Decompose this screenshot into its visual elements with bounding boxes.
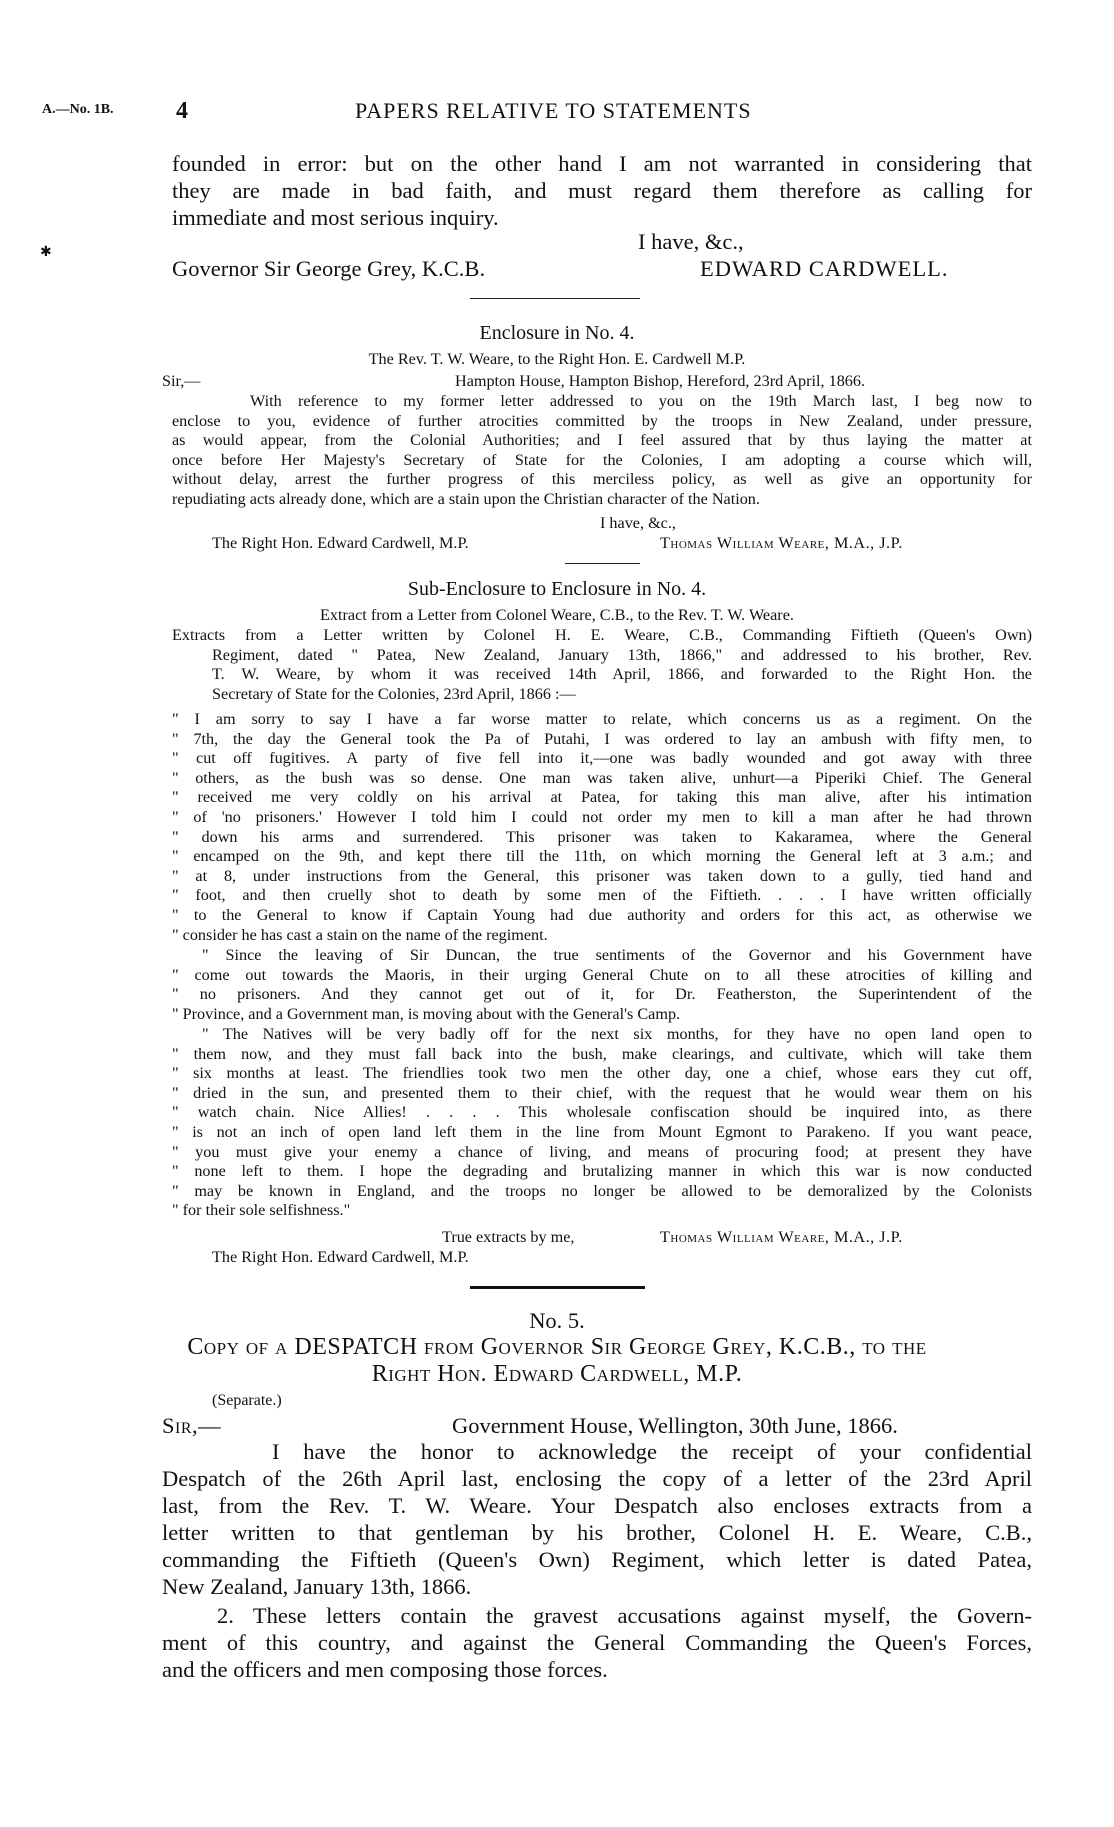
text-line: immediate and most serious inquiry. [172, 205, 499, 230]
quote-line: " come out towards the Maoris, in their urging General Chute on to all these atrocities of killing and [172, 965, 1032, 984]
text-line: I have the honor to acknowledge the receipt of your confidential [272, 1439, 1032, 1464]
sub-enclosure-heading: Sub-Enclosure to Enclosure in No. 4. [407, 578, 707, 600]
text-line: commanding the Fiftieth (Queen's Own) Regiment, which letter is dated Patea, [162, 1547, 1032, 1572]
signature: EDWARD CARDWELL. [700, 256, 949, 281]
text-line: once before Her Majesty's Secretary of State for the Colonies, I am adopting a course which will, [172, 450, 1032, 469]
quoted-letter-part-1 [172, 710, 1032, 945]
enclosure-heading: Enclosure in No. 4. [479, 322, 635, 344]
text-line: With reference to my former letter addressed to you on the 19th March last, I beg now to [250, 392, 1032, 410]
text-line: as would appear, from the Colonial Authorities; and I feel assured that by thus laying the matter at [172, 431, 1032, 450]
quote-line: " The Natives will be very badly off for the next six months, for they have no open land open to [202, 1025, 1032, 1043]
quote-line: " them now, and they must fall back into the bush, make clearings, and cultivate, which will take them [172, 1044, 1032, 1063]
closing-formula: I have, &c., [638, 229, 744, 254]
text-line: Despatch of the 26th April last, enclosing the copy of a letter of the 23rd April [162, 1466, 1032, 1491]
text-line: enclose to you, evidence of further atrocities committed by the troops in New Zealand, under pressure, [172, 411, 1032, 430]
quote-line: " Province, and a Government man, is moving about with the General's Camp. [172, 1004, 681, 1023]
quote-line: " foot, and then cruelly shot to death by some men of the Fiftieth. . . . I have written officially [172, 886, 1032, 905]
sub-enclosure-subheading: Extract from a Letter from Colonel Weare, C.B., to the Rev. T. W. Weare. [320, 606, 794, 624]
signature: Thomas William Weare, M.A., J.P. [660, 534, 903, 552]
section-divider [470, 298, 640, 299]
quote-line: " six months at least. The friendlies took two men the other day, one a chief, whose ears they cut off, [172, 1064, 1032, 1083]
quote-line: " consider he has cast a stain on the name of the regiment. [172, 925, 548, 944]
text-line: ment of this country, and against the General Commanding the Queen's Forces, [162, 1630, 1032, 1655]
signature: Thomas William Weare, M.A., J.P. [660, 1228, 903, 1246]
quote-line: " encamped on the 9th, and kept there till the 11th, on which morning the General left at 3 a.m.; and [172, 847, 1032, 866]
quote-line: " of 'no prisoners.' However I told him I could not order my men to kill a man after he had thrown [172, 807, 1032, 826]
quote-line: " is not an inch of open land left them in the line from Mount Egmont to Parakeno. If you want peace, [172, 1122, 1032, 1141]
section-divider [565, 563, 640, 564]
text-line: and the officers and men composing those forces. [162, 1657, 608, 1682]
quote-line: " may be known in England, and the troops no longer be allowed to be demoralized by the Colonists [172, 1181, 1032, 1200]
text-line: New Zealand, January 13th, 1866. [162, 1574, 472, 1599]
closing-formula: I have, &c., [600, 514, 676, 532]
opening-paragraph [172, 150, 1032, 231]
quote-line: " for their sole selfishness." [172, 1201, 351, 1220]
despatch-paragraph-1 [162, 1438, 1032, 1600]
text-line: repudiating acts already done, which are a stain upon the Christian character of the Nation. [172, 489, 760, 508]
text-line: 2. These letters contain the gravest accusations against myself, the Govern- [217, 1603, 1032, 1628]
despatch-number: No. 5. [529, 1308, 585, 1333]
despatch-note: (Separate.) [212, 1392, 282, 1409]
attestation: True extracts by me, [442, 1228, 575, 1246]
text-line: they are made in bad faith, and must regard them therefore as calling for [172, 178, 1032, 203]
text-line: Extracts from a Letter written by Colonel H. E. Weare, C.B., Commanding Fiftieth (Queen's Own) [172, 626, 1032, 644]
quoted-letter-part-2 [172, 946, 1032, 1024]
quote-line: " down his arms and surrendered. This prisoner was taken to Kakaramea, where the General [172, 827, 1032, 846]
enclosure-body [172, 392, 1032, 510]
quote-line: " received me very coldly on his arrival at Patea, for taking this man alive, after his intimation [172, 788, 1032, 807]
quote-line: " to the General to know if Captain Young had due authority and orders for this act, as otherwise we [172, 905, 1032, 924]
quote-line: " others, as the bush was so dense. One man was taken alive, unhurt—a Piperiki Chief. The General [172, 768, 1032, 787]
enclosure-subheading: The Rev. T. W. Weare, to the Right Hon. E. Cardwell M.P. [368, 350, 746, 368]
quote-line: " none left to them. I hope the degrading and brutalizing manner in which this war is now conducted [172, 1162, 1032, 1181]
document-reference: A.—No. 1B. [42, 102, 114, 117]
addressee: The Right Hon. Edward Cardwell, M.P. [212, 534, 469, 552]
text-line: founded in error: but on the other hand I am not warranted in considering that [172, 151, 1032, 176]
quote-line: " cut off fugitives. A party of five fell into it,—one was badly wounded and got away with three [172, 749, 1032, 768]
dateline: Hampton House, Hampton Bishop, Hereford, 23rd April, 1866. [455, 372, 866, 390]
text-line: last, from the Rev. T. W. Weare. Your Despatch also encloses extracts from a [162, 1493, 1032, 1518]
page-header [0, 100, 1114, 130]
salutation: Sir,— [162, 372, 201, 390]
quote-line: " dried in the sun, and presented them to their chief, with the request that he would wear them on his [172, 1083, 1032, 1102]
despatch-paragraph-2 [162, 1602, 1032, 1683]
quote-line: " Since the leaving of Sir Duncan, the true sentiments of the Governor and his Government have [202, 946, 1032, 964]
text-line: Secretary of State for the Colonies, 23rd April, 1866 :— [212, 684, 576, 703]
despatch-title-continued: Right Hon. Edward Cardwell, M.P. [371, 1361, 743, 1387]
text-line: Regiment, dated " Patea, New Zealand, January 13th, 1866," and addressed to his brother, Rev. [212, 645, 1032, 664]
quote-line: " I am sorry to say I have a far worse matter to relate, which concerns us as a regiment. On the [172, 710, 1032, 728]
margin-mark: ✱ [40, 245, 52, 260]
text-line: without delay, arrest the further progress of this merciless policy, as well as give an opportunity for [172, 470, 1032, 489]
quote-line: " no prisoners. And they cannot get out of it, for Dr. Featherston, the Superintendent of the [172, 985, 1032, 1004]
salutation: Sir,— [162, 1413, 222, 1438]
quoted-letter-part-3 [172, 1025, 1032, 1221]
section-divider-thick [470, 1286, 645, 1289]
page-number: 4 [176, 98, 188, 124]
text-line: letter written to that gentleman by his brother, Colonel H. E. Weare, C.B., [162, 1520, 1032, 1545]
sub-enclosure-intro [172, 626, 1032, 704]
text-line: T. W. Weare, by whom it was received 14th April, 1866, and forwarded to the Right Hon. the [212, 665, 1032, 684]
running-title: PAPERS RELATIVE TO STATEMENTS [355, 98, 752, 123]
quote-line: " at 8, under instructions from the General, this prisoner was taken down to a gully, tied hand and [172, 866, 1032, 885]
quote-line: " 7th, the day the General took the Pa of Putahi, I was ordered to lay an ambush with fifty men, to [172, 729, 1032, 748]
quote-line: " you must give your enemy a chance of living, and means of procuring food; at present they have [172, 1142, 1032, 1161]
dateline: Government House, Wellington, 30th June, 1866. [452, 1413, 898, 1438]
addressee: Governor Sir George Grey, K.C.B. [172, 256, 486, 281]
despatch-title: Copy of a DESPATCH from Governor Sir George Grey, K.C.B., to the [187, 1334, 927, 1360]
quote-line: " watch chain. Nice Allies! . . . . This wholesale confiscation should be inquired into, as there [172, 1103, 1032, 1122]
addressee: The Right Hon. Edward Cardwell, M.P. [212, 1248, 469, 1266]
